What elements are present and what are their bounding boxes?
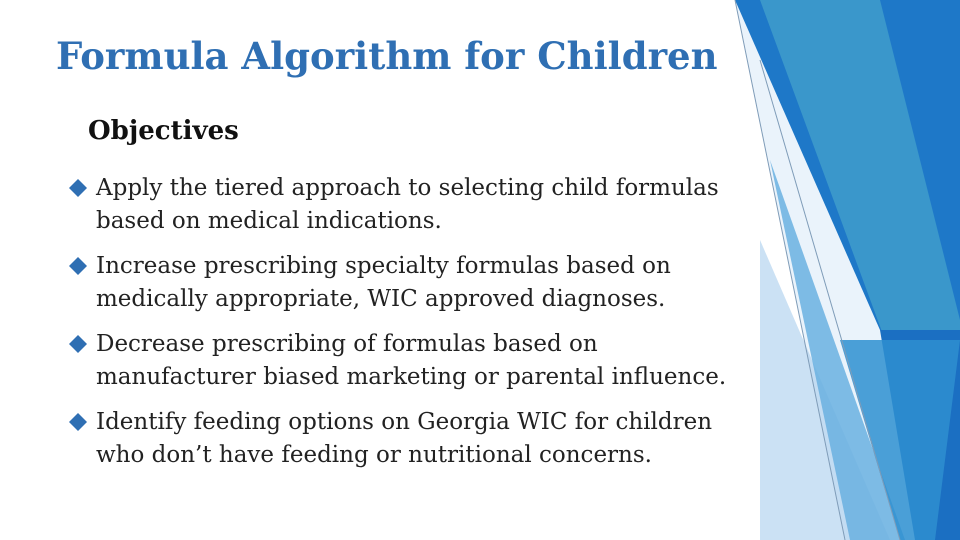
slide-title: Formula Algorithm for Children: [56, 34, 718, 78]
objective-item: [64, 328, 764, 394]
objective-text: Identify feeding options on Georgia WIC for children who don’t have feeding or nutritional concerns.: [96, 409, 713, 468]
objective-text: Apply the tiered approach to selecting child formulas based on medical indications.: [96, 175, 719, 234]
diamond-bullet-icon: [68, 412, 88, 432]
diamond-bullet-icon: [68, 334, 88, 354]
objective-text: Increase prescribing specialty formulas based on medically appropriate, WIC approved diagnoses.: [96, 253, 671, 312]
objective-item: [64, 250, 764, 316]
objective-item: [64, 172, 764, 238]
objectives-heading: Objectives: [88, 116, 239, 146]
objectives-list: [64, 172, 764, 484]
objective-item: [64, 406, 764, 472]
diamond-bullet-icon: [68, 178, 88, 198]
diamond-bullet-icon: [68, 256, 88, 276]
objective-text: Decrease prescribing of formulas based on manufacturer biased marketing or parental influence.: [96, 331, 727, 390]
